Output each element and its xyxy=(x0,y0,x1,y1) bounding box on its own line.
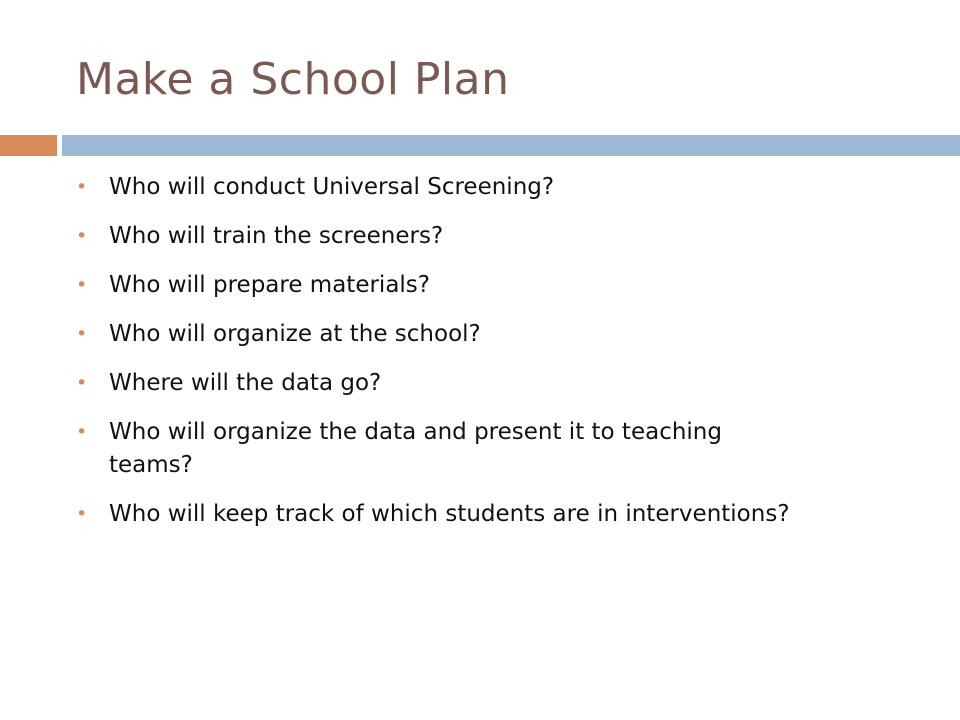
bullet-dot-icon: • xyxy=(76,372,88,394)
accent-bar-blue xyxy=(62,135,960,156)
bullet-dot-icon: • xyxy=(76,503,88,525)
bullet-dot-icon: • xyxy=(76,176,88,198)
bullet-text: Who will keep track of which students are in interventions? xyxy=(109,501,790,527)
bullet-dot-icon: • xyxy=(76,225,88,247)
bullet-item xyxy=(76,269,796,302)
bullet-dot-icon: • xyxy=(76,274,88,296)
accent-bar-orange xyxy=(0,135,57,156)
bullet-item xyxy=(76,220,796,253)
bullet-text: Who will organize the data and present it to teaching teams? xyxy=(109,419,722,478)
bullet-item xyxy=(76,318,796,351)
bullet-text: Who will organize at the school? xyxy=(109,321,481,347)
bullet-dot-icon: • xyxy=(76,323,88,345)
bullet-text: Where will the data go? xyxy=(109,370,382,396)
bullet-list xyxy=(76,171,796,547)
bullet-text: Who will prepare materials? xyxy=(109,272,430,298)
bullet-item xyxy=(76,367,796,400)
bullet-item xyxy=(76,498,796,531)
bullet-item xyxy=(76,171,796,204)
bullet-dot-icon: • xyxy=(76,421,88,443)
slide-title: Make a School Plan xyxy=(76,54,510,105)
bullet-item xyxy=(76,416,796,482)
bullet-text: Who will train the screeners? xyxy=(109,223,444,249)
bullet-text: Who will conduct Universal Screening? xyxy=(109,174,555,200)
